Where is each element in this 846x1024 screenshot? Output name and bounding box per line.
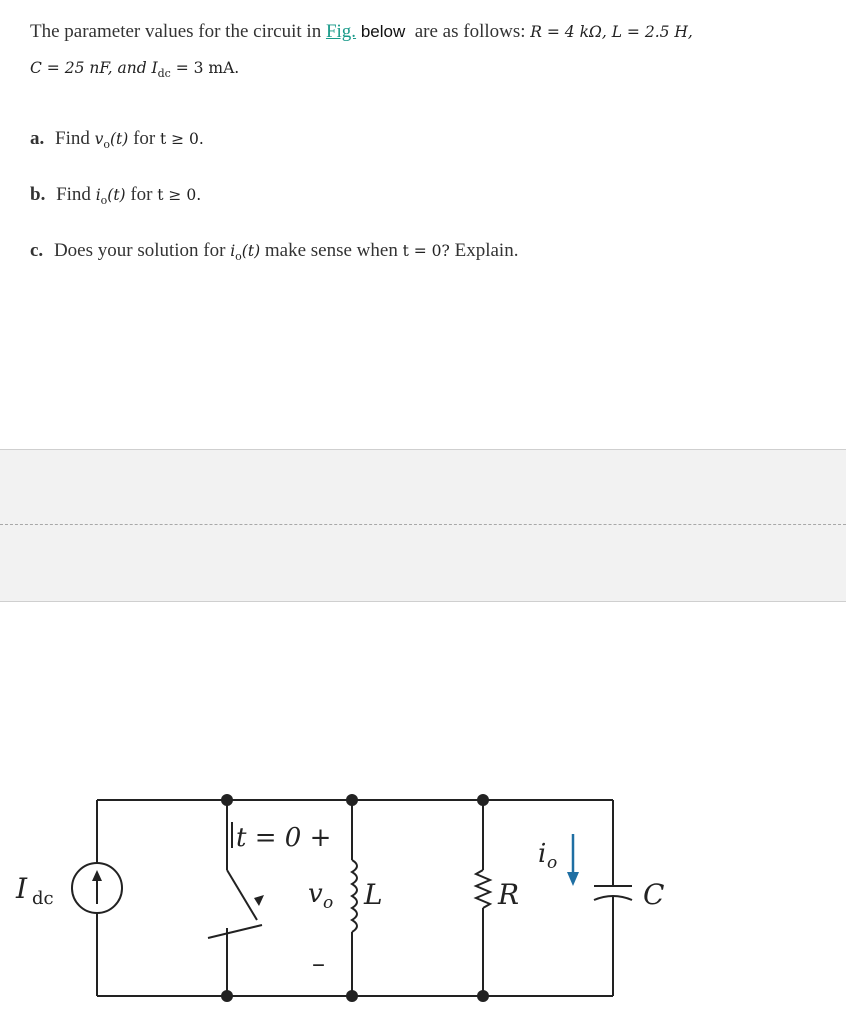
vo-label: v (308, 879, 323, 909)
switch-contact (208, 925, 262, 938)
part-c-cond: t = 0? (402, 242, 450, 260)
idc-label-sub: dc (32, 888, 54, 909)
junction-dot (346, 990, 358, 1002)
junction-dot (221, 990, 233, 1002)
problem-line-1 (30, 14, 830, 50)
part-b-for: for (130, 184, 153, 205)
idc-label: I (16, 872, 28, 905)
below-text: below (360, 22, 406, 41)
idc-value: = 3 mA. (175, 59, 240, 77)
part-c-var: i (230, 242, 236, 260)
switch-blade (227, 870, 257, 920)
junction-dot (477, 990, 489, 1002)
part-c-label: c. (30, 240, 44, 261)
part-a-cond: t ≥ 0. (159, 130, 204, 148)
inductor-label: L (364, 878, 383, 911)
part-c-arg: (t) (241, 242, 261, 260)
part-b-text: Find (56, 184, 91, 205)
junction-dot (477, 794, 489, 806)
down-arrow-icon (567, 872, 579, 886)
part-a-for: for (133, 128, 156, 149)
problem-line-2 (30, 50, 830, 92)
junction-dot (346, 794, 358, 806)
idc-sub: dc (157, 67, 171, 81)
part-a-var: v (94, 130, 104, 148)
idc-expression (151, 59, 240, 81)
part-a-sub: o (103, 138, 110, 152)
circuit-diagram (0, 770, 846, 1024)
idc-var: I (151, 59, 158, 77)
part-a-arg: (t) (110, 130, 129, 148)
resistor-label: R (498, 878, 520, 911)
part-a-label: a. (30, 128, 45, 149)
answer-divider (0, 524, 846, 525)
answer-area[interactable] (0, 449, 846, 602)
up-arrow-icon (92, 870, 102, 881)
junction-dot (221, 794, 233, 806)
intro-text: The parameter values for the circuit in (30, 21, 322, 42)
io-label-sub: o (547, 853, 558, 873)
part-c (30, 240, 518, 263)
c-value: C = 25 nF, and (30, 59, 147, 77)
part-b (30, 184, 201, 207)
part-c-tail: Explain. (454, 240, 519, 261)
switch-arrow-icon (254, 895, 264, 906)
part-c-text: Does your solution for (53, 240, 226, 261)
part-b-var: i (95, 186, 101, 204)
fig-link[interactable]: Fig. (325, 21, 357, 42)
capacitor-label: C (643, 878, 665, 911)
part-b-label: b. (30, 184, 46, 205)
switch-time-label: t = 0 + (236, 823, 332, 853)
intro-text-2: are as follows: (414, 21, 526, 42)
part-c-sub: o (235, 250, 242, 264)
part-a (30, 128, 204, 151)
part-b-cond: t ≥ 0. (157, 186, 202, 204)
part-b-arg: (t) (107, 186, 126, 204)
part-c-when: make sense when (264, 240, 398, 261)
problem-statement (30, 14, 830, 92)
vo-minus: – (312, 949, 325, 979)
vo-label-sub: o (323, 893, 334, 913)
part-b-sub: o (100, 194, 108, 208)
resistor-zigzag (476, 870, 490, 908)
part-a-text: Find (55, 128, 90, 149)
io-label: i (538, 839, 547, 869)
r-l-values: R = 4 kΩ, L = 2.5 H, (530, 23, 693, 41)
inductor-coil (352, 860, 357, 932)
